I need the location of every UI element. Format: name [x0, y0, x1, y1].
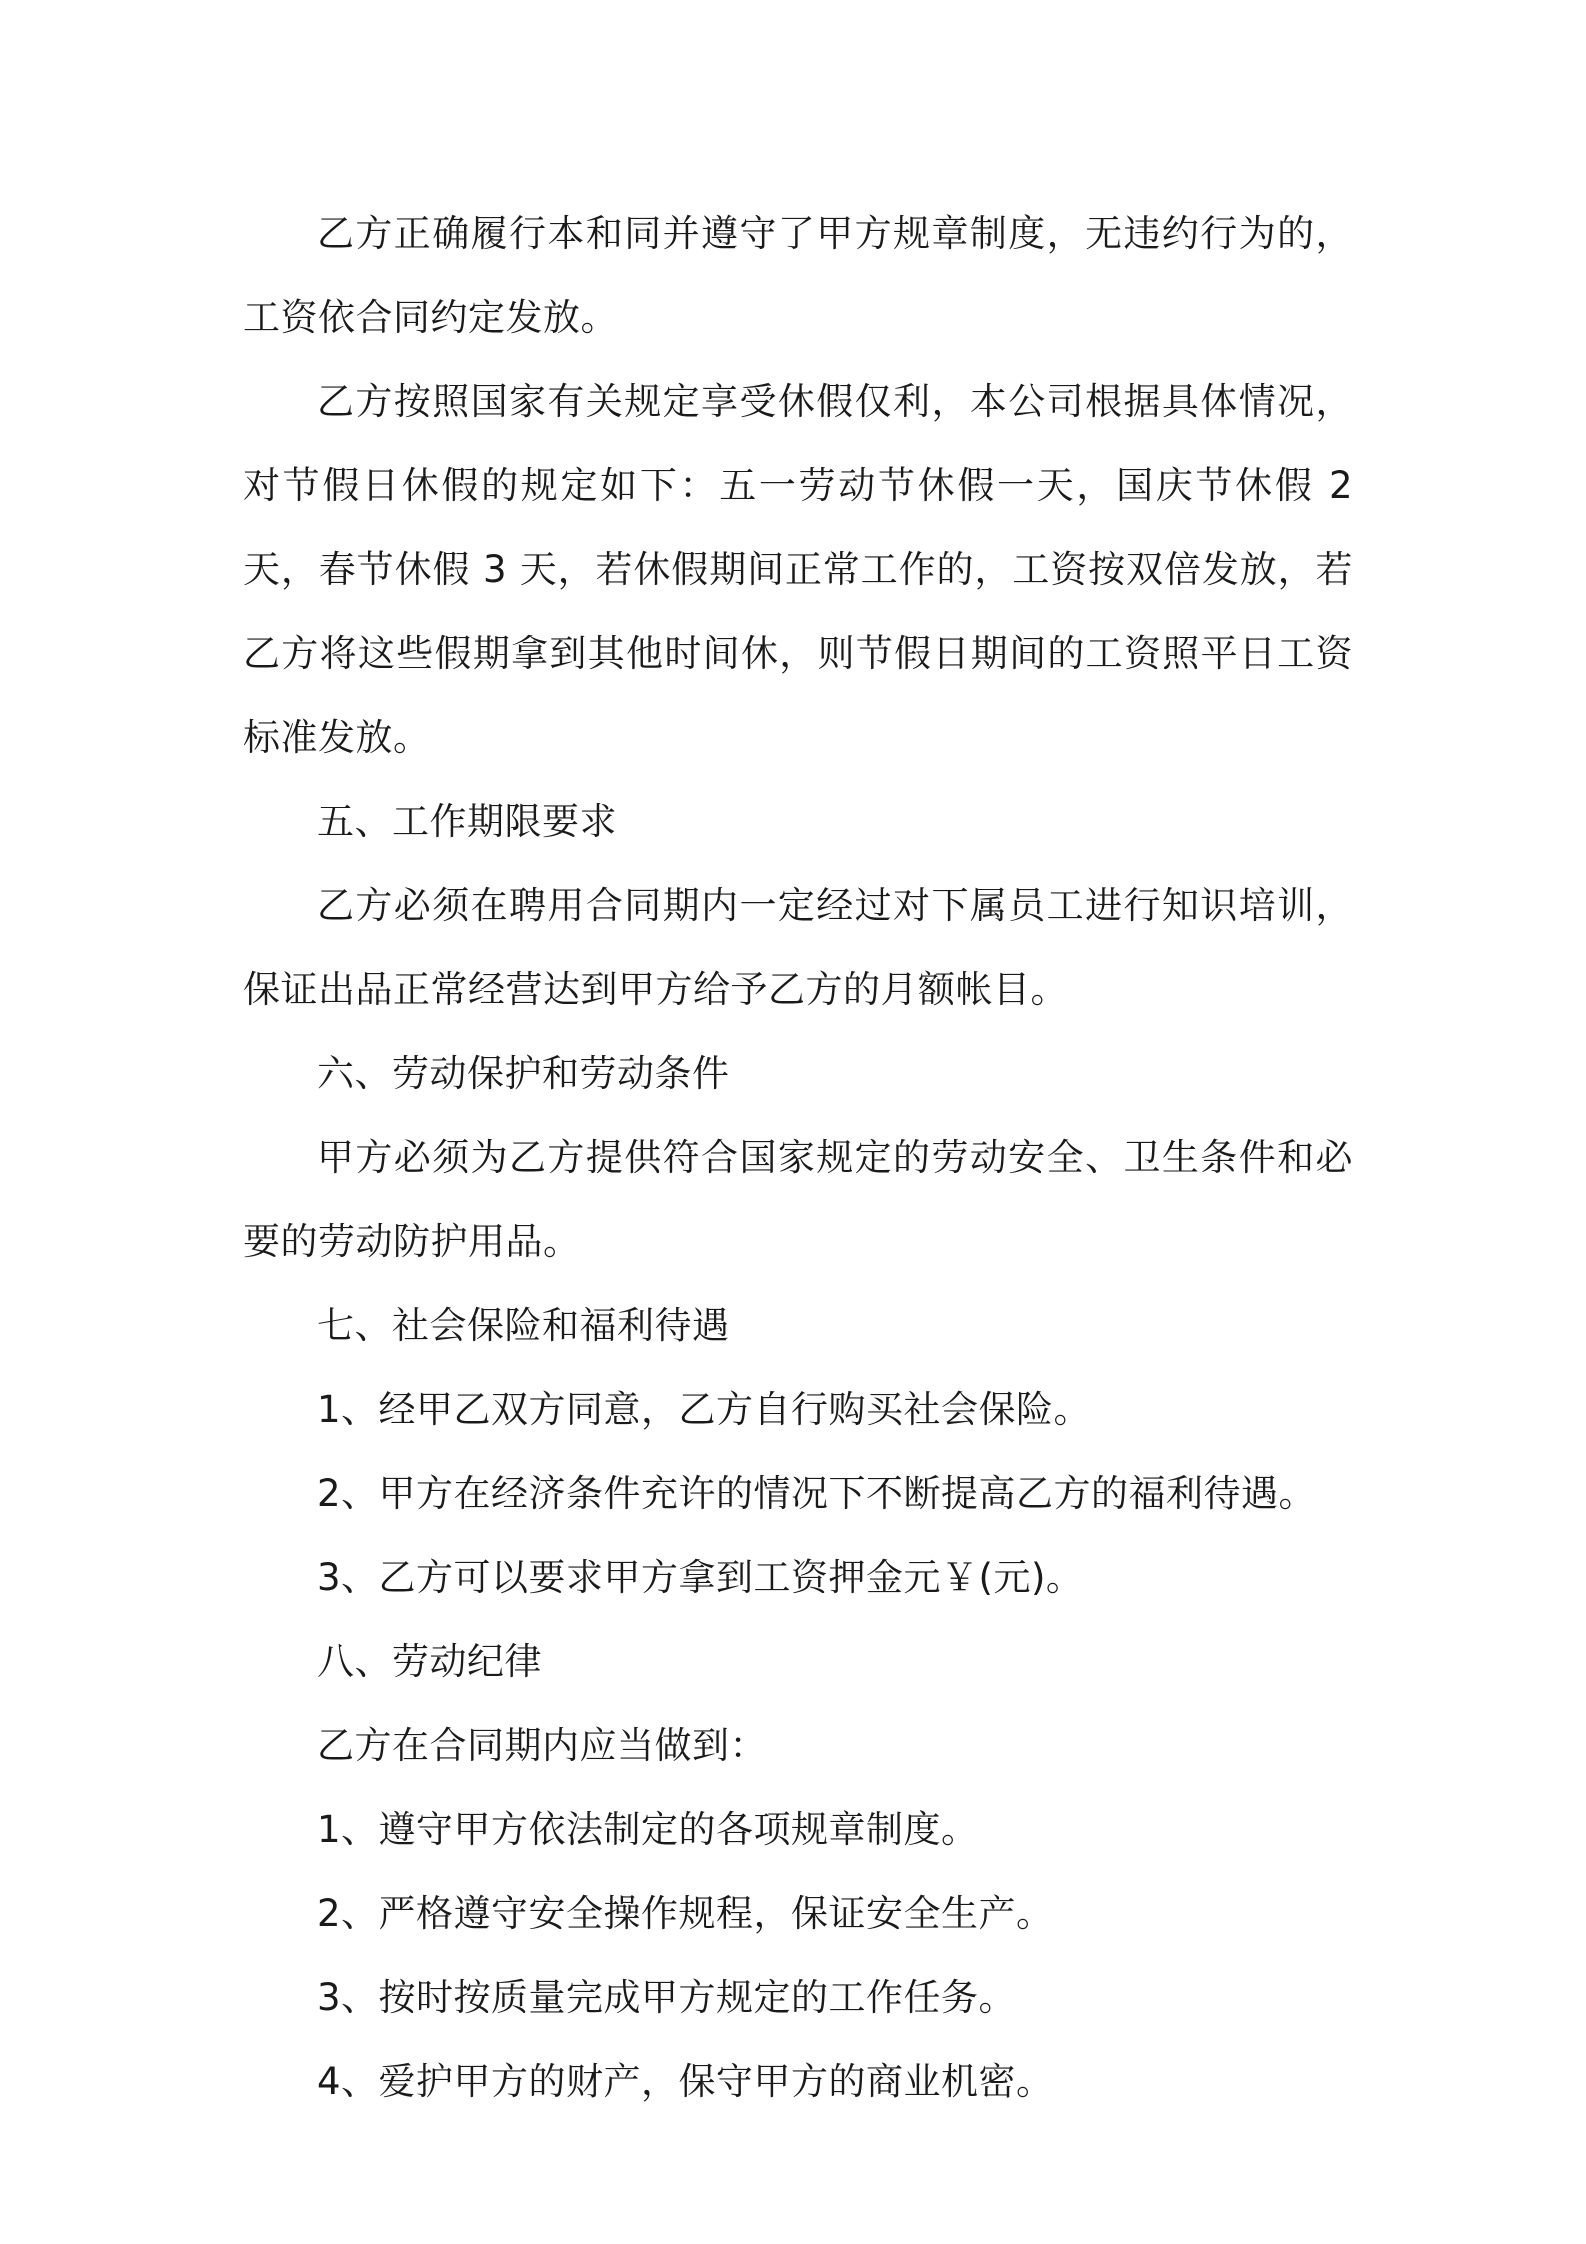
list-item-insurance-2: 2、甲方在经济条件充许的情况下不断提高乙方的福利待遇。: [317, 1472, 1317, 1515]
heading-section-7: 七、社会保险和福利待遇: [317, 1304, 730, 1347]
paragraph-labor-protection: 甲方必须为乙方提供符合国家规定的劳动安全、卫生条件和必要的劳动防护用品。: [243, 1136, 1353, 1263]
document-body: [243, 192, 1353, 2124]
list-item-discipline-4: 4、爱护甲方的财产，保守甲方的商业机密。: [317, 2060, 1054, 2103]
list-item-discipline-1: 1、遵守甲方依法制定的各项规章制度。: [317, 1808, 979, 1851]
heading-section-6: 六、劳动保护和劳动条件: [317, 1052, 730, 1095]
paragraph-term-requirements: 乙方必须在聘用合同期内一定经过对下属员工进行知识培训，保证出品正常经营达到甲方给予乙方的月额帐目。: [243, 884, 1353, 1011]
heading-section-8: 八、劳动纪律: [317, 1640, 542, 1683]
list-item-discipline-2: 2、严格遵守安全操作规程，保证安全生产。: [317, 1892, 1054, 1935]
paragraph-discipline-intro: 乙方在合同期内应当做到：: [317, 1724, 767, 1767]
list-item-insurance-1: 1、经甲乙双方同意，乙方自行购买社会保险。: [317, 1388, 1092, 1431]
paragraph-holiday-rules: 乙方按照国家有关规定享受休假仅利，本公司根据具体情况，对节假日休假的规定如下：五一劳动节休假一天，国庆节休假 2 天，春节休假 3 天，若休假期间正常工作的，工资按双倍发放，若乙方将这些假期拿到其他时间休，则节假日期间的工资照平日工资标准发放。: [243, 380, 1353, 759]
heading-section-5: 五、工作期限要求: [317, 800, 617, 843]
list-item-discipline-3: 3、按时按质量完成甲方规定的工作任务。: [317, 1976, 1017, 2019]
paragraph-wage-payment: 乙方正确履行本和同并遵守了甲方规章制度，无违约行为的，工资依合同约定发放。: [243, 212, 1353, 339]
list-item-insurance-3: 3、乙方可以要求甲方拿到工资押金元￥(元)。: [317, 1556, 1084, 1599]
